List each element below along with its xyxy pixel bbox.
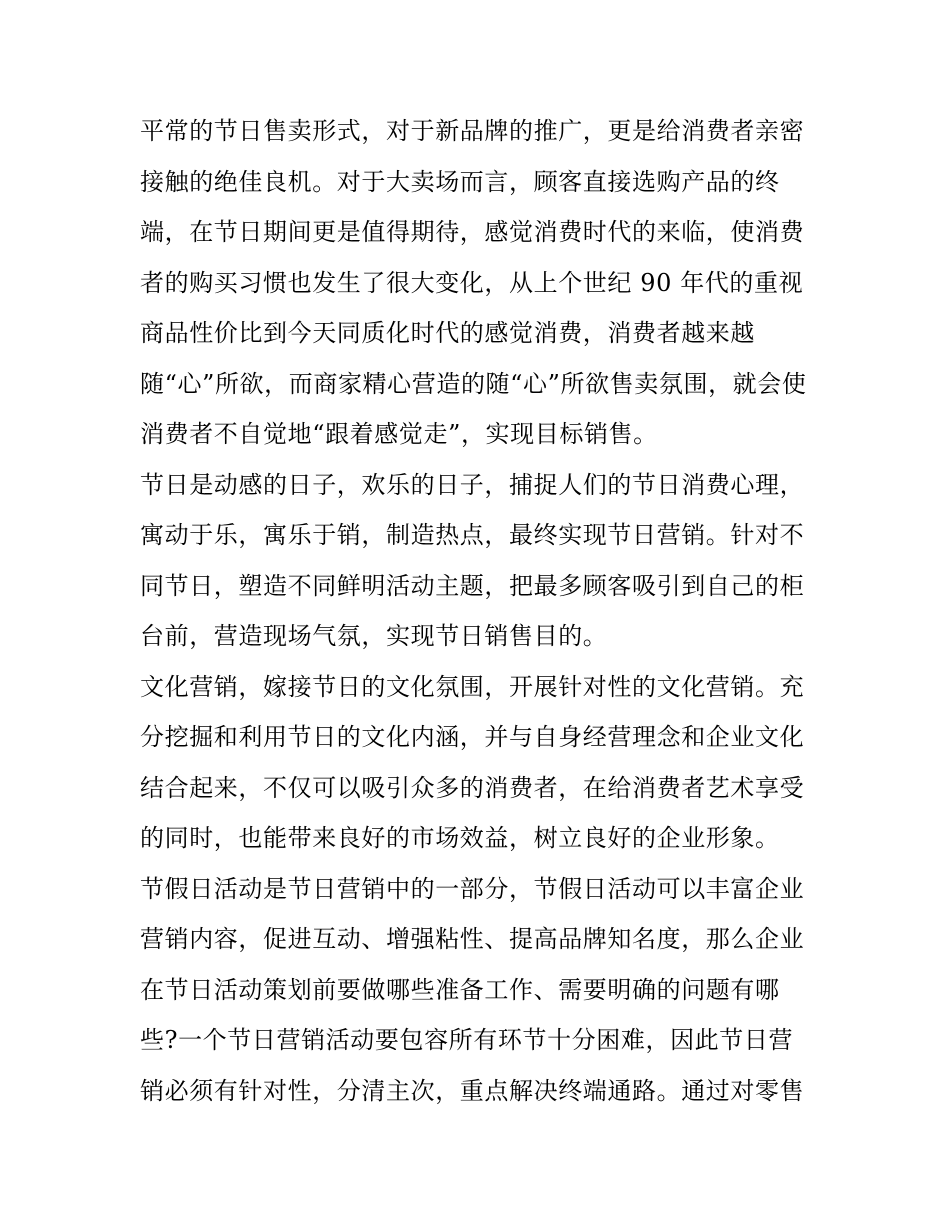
text-line: 端，在节日期间更是值得期待，感觉消费时代的来临，使消费 bbox=[140, 218, 805, 246]
text-line: 者的购买习惯也发生了很大变化，从上个世纪 90 年代的重视 bbox=[140, 268, 804, 297]
text-line: 台前，营造现场气氛，实现节日销售目的。 bbox=[140, 622, 608, 650]
text-line: 商品性价比到今天同质化时代的感觉消费，消费者越来越 bbox=[140, 319, 755, 347]
text-line: 节日是动感的日子，欢乐的日子，捕捉人们的节日消费心理， bbox=[140, 470, 805, 499]
text-line: 销必须有针对性，分清主次，重点解决终端通路。通过对零售 bbox=[140, 1076, 805, 1105]
text-line: 随“心”所欲，而商家精心营造的随“心”所欲售卖氛围，就会使 bbox=[140, 369, 807, 398]
text-line: 消费者不自觉地“跟着感觉走”，实现目标销售。 bbox=[140, 420, 658, 448]
text-line: 同节日，塑造不同鲜明活动主题，把最多顾客吸引到自己的柜 bbox=[140, 571, 805, 600]
text-line: 文化营销，嫁接节日的文化氛围，开展针对性的文化营销。充 bbox=[140, 672, 805, 701]
text-line: 在节日活动策划前要做哪些准备工作、需要明确的问题有哪 bbox=[140, 975, 780, 1004]
text-line: 些?一个节日营销活动要包容所有环节十分困难，因此节日营 bbox=[140, 1026, 794, 1054]
text-line: 接触的绝佳良机。对于大卖场而言，顾客直接选购产品的终 bbox=[140, 167, 780, 196]
text-line: 平常的节日售卖形式，对于新品牌的推广，更是给消费者亲密 bbox=[140, 117, 805, 145]
text-line: 分挖掘和利用节日的文化内涵，并与自身经营理念和企业文化 bbox=[140, 723, 805, 751]
text-line: 营销内容，促进互动、增强粘性、提高品牌知名度，那么企业 bbox=[140, 925, 805, 953]
text-line: 的同时，也能带来良好的市场效益，树立良好的企业形象。 bbox=[140, 824, 780, 852]
text-line: 节假日活动是节日营销中的一部分，节假日活动可以丰富企业 bbox=[140, 874, 805, 903]
text-line: 寓动于乐，寓乐于销，制造热点，最终实现节日营销。针对不 bbox=[140, 521, 805, 549]
body-text bbox=[140, 106, 820, 1116]
text-line: 结合起来，不仅可以吸引众多的消费者，在给消费者艺术享受 bbox=[140, 773, 805, 802]
